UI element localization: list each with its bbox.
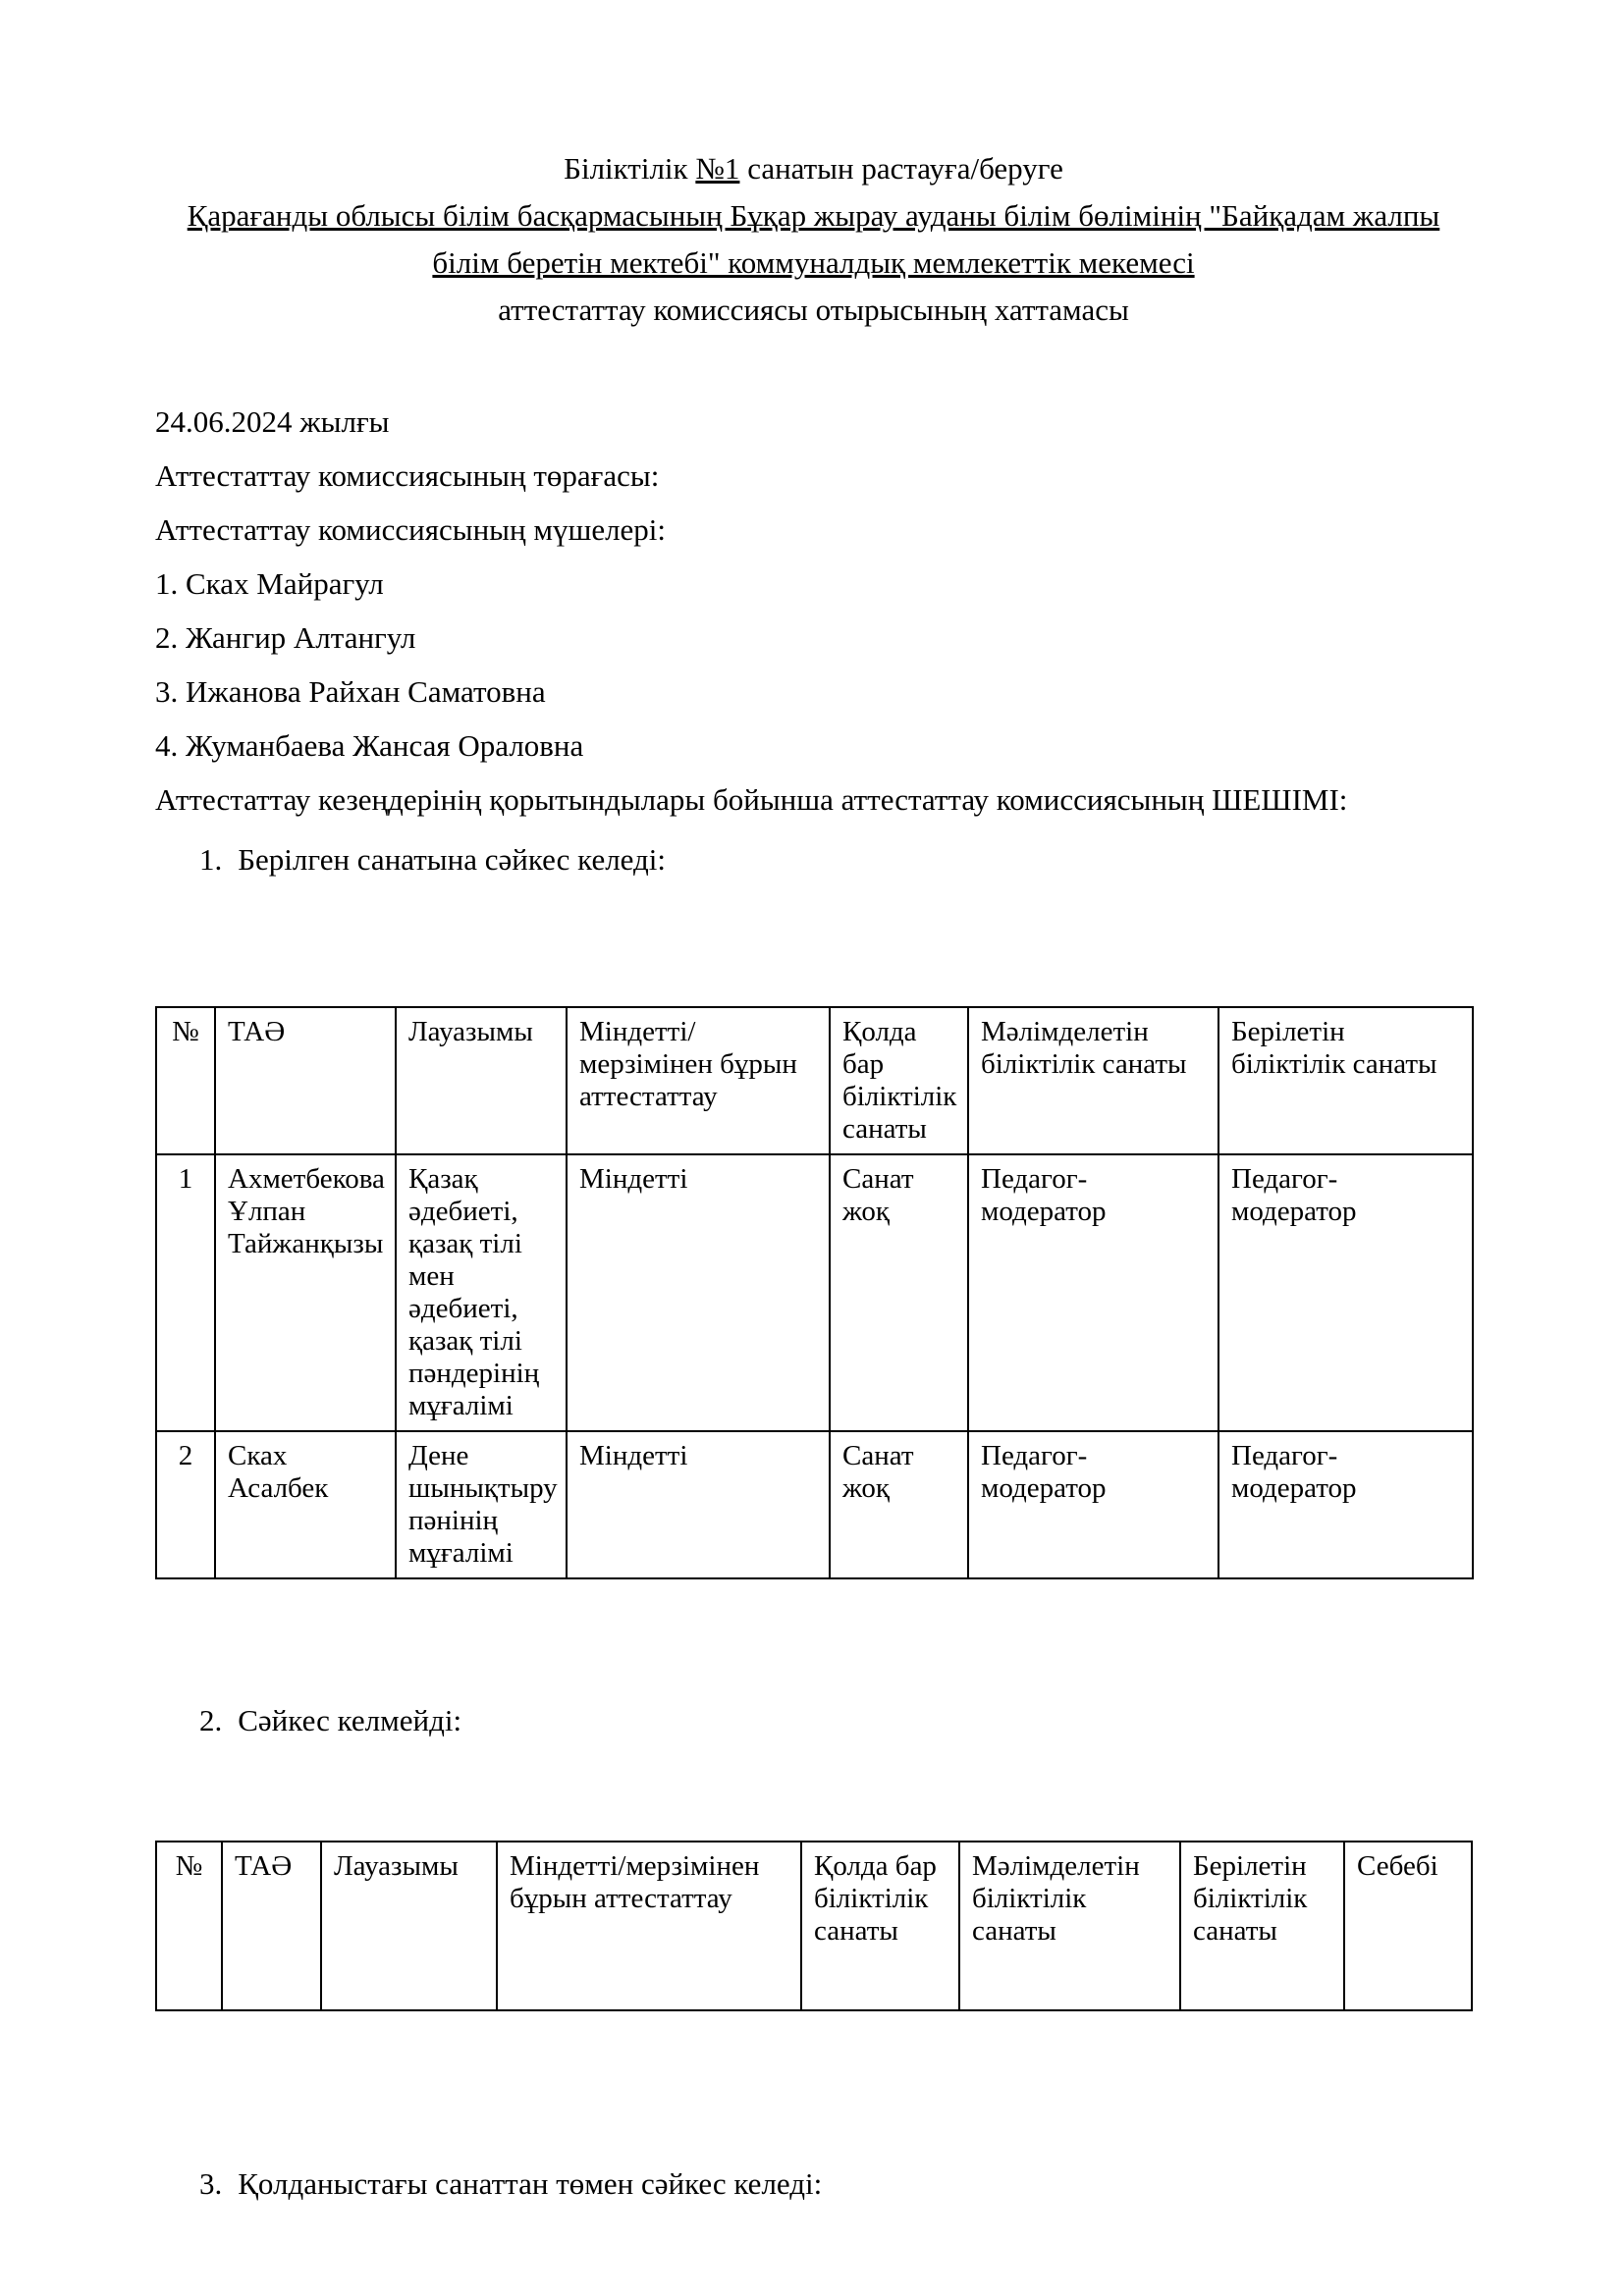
section-1-heading: [155, 832, 1472, 886]
title-line-2-institution: Қарағанды облысы білім басқармасының Бұқар жырау ауданы білім бөлімінің "Байқадам жалпы білім беретін мектебі" коммуналдық мемлекеттік мекемесі: [187, 198, 1440, 280]
section-1-number: 1.: [199, 842, 223, 877]
header-cell-mandatory: Міндетті/мерзімінен бұрын аттестаттау: [567, 1007, 830, 1154]
date-line: 24.06.2024 жылғы: [155, 404, 390, 439]
header-cell-declared-category: Мәлімделетін біліктілік санаты: [968, 1007, 1218, 1154]
member-item: 4. Жуманбаева Жансая Ораловна: [155, 728, 584, 763]
cell-awarded-category: Педагог-модератор: [1218, 1431, 1473, 1578]
cell-position: Қазақ әдебиеті, қазақ тілі мен әдебиеті, қазақ тілі пәндерінің мұғалімі: [396, 1154, 567, 1431]
does-not-match-table: [155, 1841, 1473, 2011]
cell-declared-category: Педагог-модератор: [968, 1431, 1218, 1578]
table-row: [156, 1431, 1473, 1578]
section-2-number: 2.: [199, 1703, 223, 1737]
header-cell-reason: Себебі: [1344, 1842, 1472, 2010]
member-item: 3. Ижанова Райхан Саматовна: [155, 674, 546, 709]
cell-awarded-category: Педагог-модератор: [1218, 1154, 1473, 1431]
section-3-text: Қолданыстағы санаттан төмен сәйкес келеді:: [238, 2166, 823, 2201]
cell-current-category: Санат жоқ: [830, 1154, 968, 1431]
header-cell-number: №: [156, 1007, 215, 1154]
member-item: 1. Сках Майрагул: [155, 566, 384, 601]
title-line-1-category-number: №1: [695, 151, 740, 186]
title-line-1: [155, 145, 1472, 192]
header-cell-awarded-category: Берілетін біліктілік санаты: [1218, 1007, 1473, 1154]
section-2-heading: [155, 1693, 1472, 1747]
cell-current-category: Санат жоқ: [830, 1431, 968, 1578]
table-row: [156, 1154, 1473, 1431]
section-3-heading: [155, 2157, 1472, 2211]
title-line-1-prefix: Біліктілік: [564, 151, 696, 186]
header-cell-position: Лауазымы: [396, 1007, 567, 1154]
header-cell-awarded-category: Берілетін біліктілік санаты: [1180, 1842, 1344, 2010]
header-cell-number: №: [156, 1842, 222, 2010]
cell-fullname: Сках Асалбек: [215, 1431, 396, 1578]
members-label: Аттестаттау комиссиясының мүшелері:: [155, 512, 667, 547]
table-header-row: [156, 1007, 1473, 1154]
matches-category-table: [155, 1006, 1474, 1579]
cell-number: 2: [156, 1431, 215, 1578]
title-line-1-suffix: санатын растауға/беруге: [739, 151, 1063, 186]
table-header-row: [156, 1842, 1472, 2010]
cell-position: Дене шынықтыру пәнінің мұғалімі: [396, 1431, 567, 1578]
decision-line: Аттестаттау кезеңдерінің қорытындылары бойынша аттестаттау комиссиясының ШЕШІМІ:: [155, 782, 1348, 817]
header-cell-declared-category: Мәлімделетін біліктілік санаты: [959, 1842, 1180, 2010]
cell-declared-category: Педагог-модератор: [968, 1154, 1218, 1431]
cell-fullname: Ахметбекова Ұлпан Тайжанқызы: [215, 1154, 396, 1431]
cell-mandatory: Міндетті: [567, 1154, 830, 1431]
header-cell-position: Лауазымы: [321, 1842, 497, 2010]
header-cell-current-category: Қолда бар біліктілік санаты: [801, 1842, 959, 2010]
document-body: [155, 395, 1472, 827]
document-title: [155, 145, 1472, 334]
chairman-label: Аттестаттау комиссиясының төрағасы:: [155, 458, 660, 493]
section-2-text: Сәйкес келмейді:: [238, 1703, 462, 1737]
header-cell-fullname: ТАӘ: [222, 1842, 321, 2010]
section-3-number: 3.: [199, 2166, 223, 2201]
member-item: 2. Жангир Алтангул: [155, 620, 416, 655]
title-line-3-protocol: аттестаттау комиссиясы отырысының хаттамасы: [498, 293, 1129, 327]
header-cell-fullname: ТАӘ: [215, 1007, 396, 1154]
cell-mandatory: Міндетті: [567, 1431, 830, 1578]
section-1-text: Берілген санатына сәйкес келеді:: [238, 842, 667, 877]
header-cell-mandatory: Міндетті/мерзімінен бұрын аттестаттау: [497, 1842, 801, 2010]
header-cell-current-category: Қолда бар біліктілік санаты: [830, 1007, 968, 1154]
cell-number: 1: [156, 1154, 215, 1431]
